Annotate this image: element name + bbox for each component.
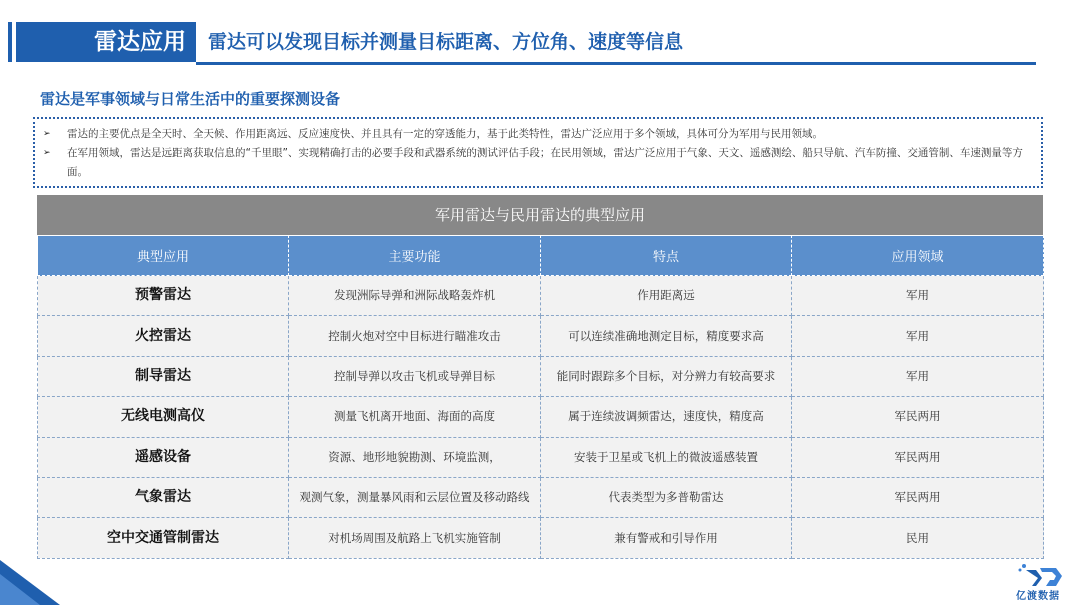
table-row (38, 276, 1044, 316)
intro-bullet-text: 在军用领域，雷达是远距离获取信息的“千里眼”、实现精确打击的必要手段和武器系统的测试评估手段；在民用领域，雷达广泛应用于气象、天文、遥感测绘、船只导航、汽车防撞、交通管制、车速测量等方面。 (67, 147, 1023, 178)
page-subtitle: 雷达可以发现目标并测量目标距离、方位角、速度等信息 (208, 31, 684, 53)
table-row (38, 477, 1044, 517)
cell-function: 资源、地形地貌勘测、环境监测， (289, 437, 541, 477)
column-header: 特点 (541, 236, 792, 276)
section-title: 雷达是军事领域与日常生活中的重要探测设备 (40, 90, 341, 108)
cell-field: 军民两用 (792, 397, 1044, 437)
cell-field: 军用 (792, 276, 1044, 316)
cell-name: 气象雷达 (38, 477, 289, 517)
cell-function: 观测气象，测量暴风雨和云层位置及移动路线 (289, 477, 541, 517)
cell-feature: 代表类型为多普勒雷达 (541, 477, 792, 517)
corner-decoration (0, 560, 60, 605)
table-grid (37, 235, 1044, 559)
cell-name: 火控雷达 (38, 316, 289, 356)
cell-field: 军民两用 (792, 477, 1044, 517)
cell-name: 无线电测高仪 (38, 397, 289, 437)
cell-function: 控制火炮对空中目标进行瞄准攻击 (289, 316, 541, 356)
page-title: 雷达应用 (94, 29, 186, 55)
cell-field: 军民两用 (792, 437, 1044, 477)
cell-feature: 可以连续准确地测定目标，精度要求高 (541, 316, 792, 356)
cell-name: 空中交通管制雷达 (38, 518, 289, 558)
cell-field: 军用 (792, 356, 1044, 396)
arrow-bullet-icon: ➢ (43, 129, 51, 139)
cell-function: 发现洲际导弹和洲际战略轰炸机 (289, 276, 541, 316)
header-divider (196, 62, 1036, 65)
logo-text: 亿渡数据 (1016, 591, 1060, 602)
cell-function: 测量飞机离开地面、海面的高度 (289, 397, 541, 437)
table-header-row (38, 236, 1044, 276)
cell-feature: 兼有警戒和引导作用 (541, 518, 792, 558)
arrow-bullet-icon: ➢ (43, 148, 51, 158)
table-row (38, 518, 1044, 558)
cell-field: 民用 (792, 518, 1044, 558)
cell-feature: 属于连续波调频雷达，速度快，精度高 (541, 397, 792, 437)
table-row (38, 397, 1044, 437)
column-header: 典型应用 (38, 236, 289, 276)
intro-box (33, 117, 1043, 188)
cell-function: 对机场周围及航路上飞机实施管制 (289, 518, 541, 558)
application-table (37, 195, 1043, 559)
intro-bullet-text: 雷达的主要优点是全天时、全天候、作用距离远、反应速度快、并且具有一定的穿透能力，基于此类特性，雷达广泛应用于多个领域，具体可分为军用与民用领域。 (67, 128, 823, 140)
cell-feature: 能同时跟踪多个目标，对分辨力有较高要求 (541, 356, 792, 396)
table-row (38, 356, 1044, 396)
table-row (38, 437, 1044, 477)
cell-feature: 作用距离远 (541, 276, 792, 316)
table-title: 军用雷达与民用雷达的典型应用 (37, 195, 1043, 235)
header-bar (0, 22, 1080, 62)
cell-function: 控制导弹以攻击飞机或导弹目标 (289, 356, 541, 396)
cell-name: 制导雷达 (38, 356, 289, 396)
intro-bullet (43, 125, 1033, 144)
column-header: 应用领域 (792, 236, 1044, 276)
intro-bullet (43, 144, 1033, 182)
column-header: 主要功能 (289, 236, 541, 276)
cell-name: 遥感设备 (38, 437, 289, 477)
cell-field: 军用 (792, 316, 1044, 356)
cell-name: 预警雷达 (38, 276, 289, 316)
cell-feature: 安装于卫星或飞机上的微波遥感装置 (541, 437, 792, 477)
table-row (38, 316, 1044, 356)
